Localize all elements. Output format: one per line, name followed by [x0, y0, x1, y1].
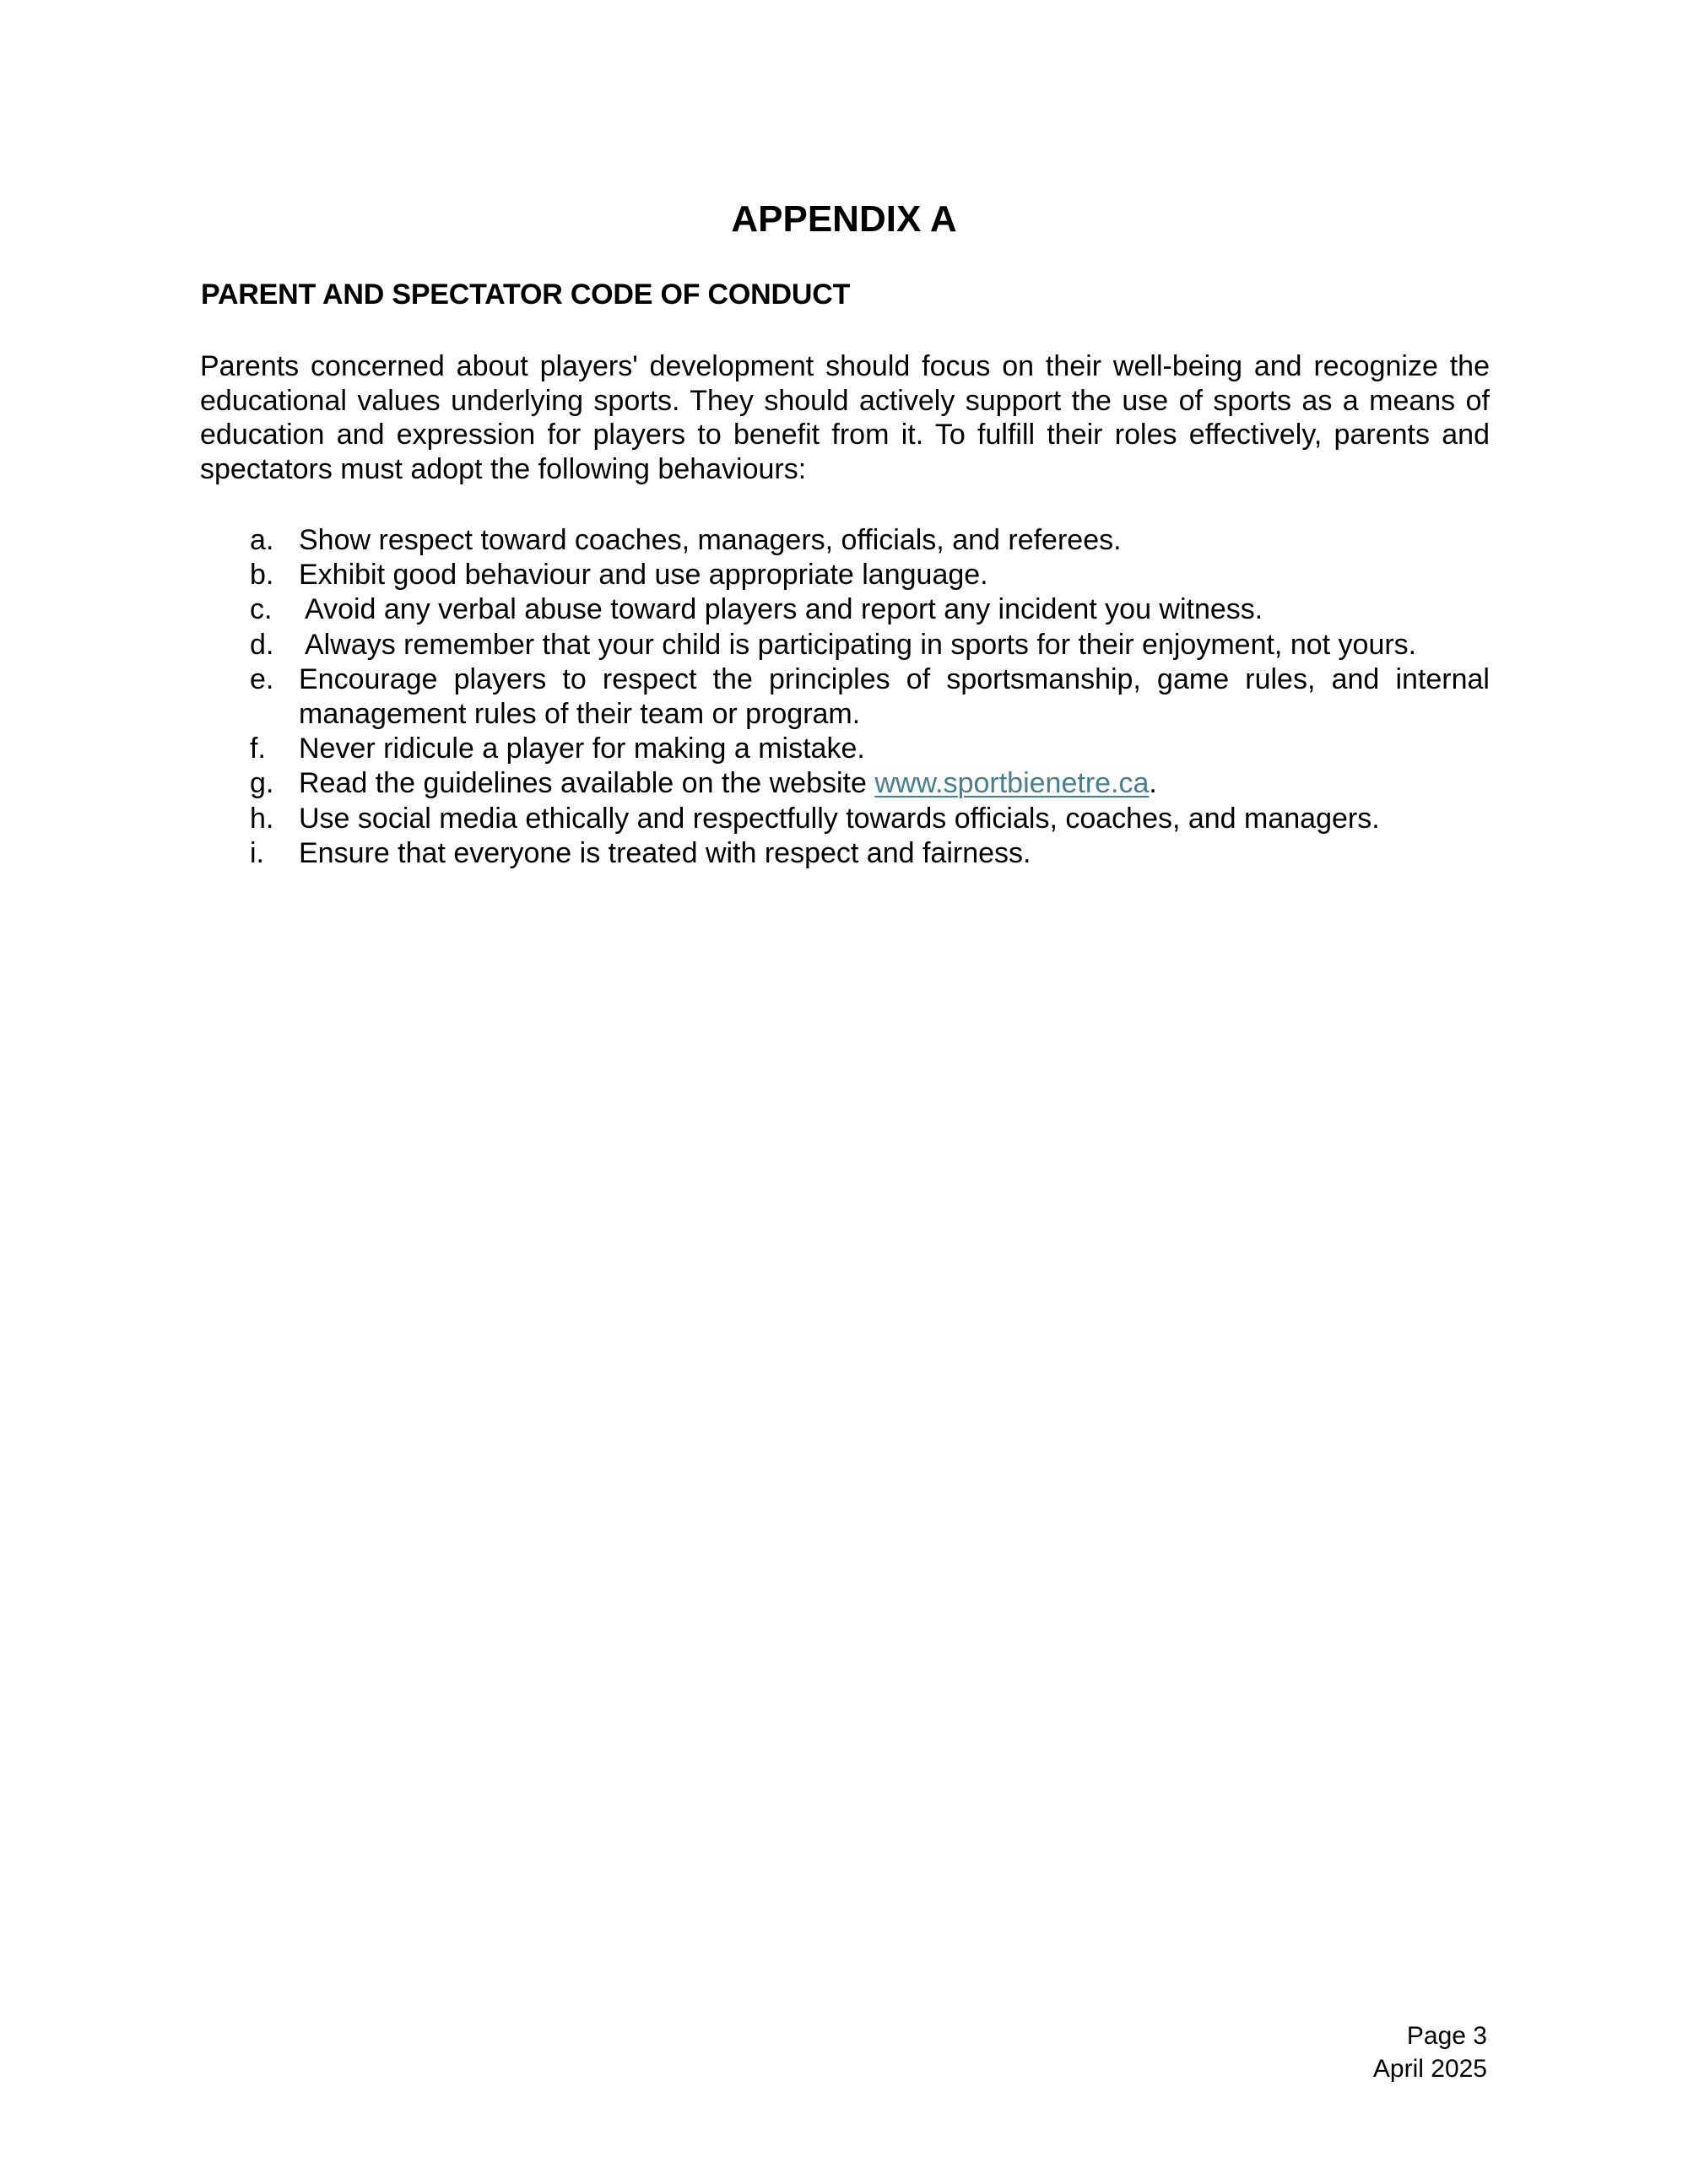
list-item-text: Ensure that everyone is treated with respect and fairness.: [299, 836, 1031, 869]
list-item: [200, 836, 1490, 871]
list-item-text-before: Read the guidelines available on the website: [299, 767, 875, 800]
appendix-title: APPENDIX A: [731, 198, 957, 240]
list-item: [200, 592, 1490, 627]
list-item-text: Always remember that your child is participating in sports for their enjoyment, not yours.: [305, 628, 1417, 661]
list-item: [200, 662, 1490, 732]
list-item-text-after: .: [1149, 767, 1157, 800]
list-item: [200, 523, 1490, 558]
page-number: Page 3: [1406, 2022, 1487, 2050]
list-item: [200, 558, 1490, 592]
list-item: [200, 628, 1490, 662]
section-heading: PARENT AND SPECTATOR CODE OF CONDUCT: [201, 278, 851, 311]
intro-paragraph: Parents concerned about players' development should focus on their well-being and recognize the educational values underlying sports. They should actively support the use of sports as a means of education and expression for players to benefit from it. To fulfill their roles effectively, parents and spectators must adopt the following behaviours:: [200, 350, 1490, 485]
list-item: [200, 802, 1490, 836]
list-item-text: Show respect toward coaches, managers, officials, and referees.: [299, 524, 1122, 556]
list-marker: g.: [250, 767, 274, 800]
list-marker: b.: [250, 559, 274, 592]
list-item-text: Exhibit good behaviour and use appropriate language.: [299, 559, 988, 592]
list-item-text: Encourage players to respect the principles of sportsmanship, game rules, and internal management rules of their team or program.: [299, 662, 1490, 731]
website-link[interactable]: www.sportbienetre.ca: [874, 767, 1150, 800]
list-marker: e.: [250, 662, 274, 695]
list-marker: f.: [250, 733, 266, 765]
list-item: [200, 732, 1490, 766]
list-item-text: Never ridicule a player for making a mistake.: [299, 733, 865, 765]
list-marker: d.: [250, 628, 274, 661]
list-item-text: Use social media ethically and respectfully towards officials, coaches, and managers.: [299, 802, 1380, 835]
behaviours-list: [200, 523, 1490, 871]
list-marker: c.: [250, 593, 273, 626]
list-marker: a.: [250, 524, 274, 556]
list-marker: h.: [250, 802, 274, 835]
list-marker: i.: [250, 836, 264, 869]
footer-date: April 2025: [1372, 2055, 1487, 2083]
list-item: [200, 766, 1490, 801]
list-item-text: [299, 767, 1157, 799]
list-item-text: Avoid any verbal abuse toward players and report any incident you witness.: [305, 593, 1263, 626]
page-footer: [1373, 2019, 1487, 2085]
